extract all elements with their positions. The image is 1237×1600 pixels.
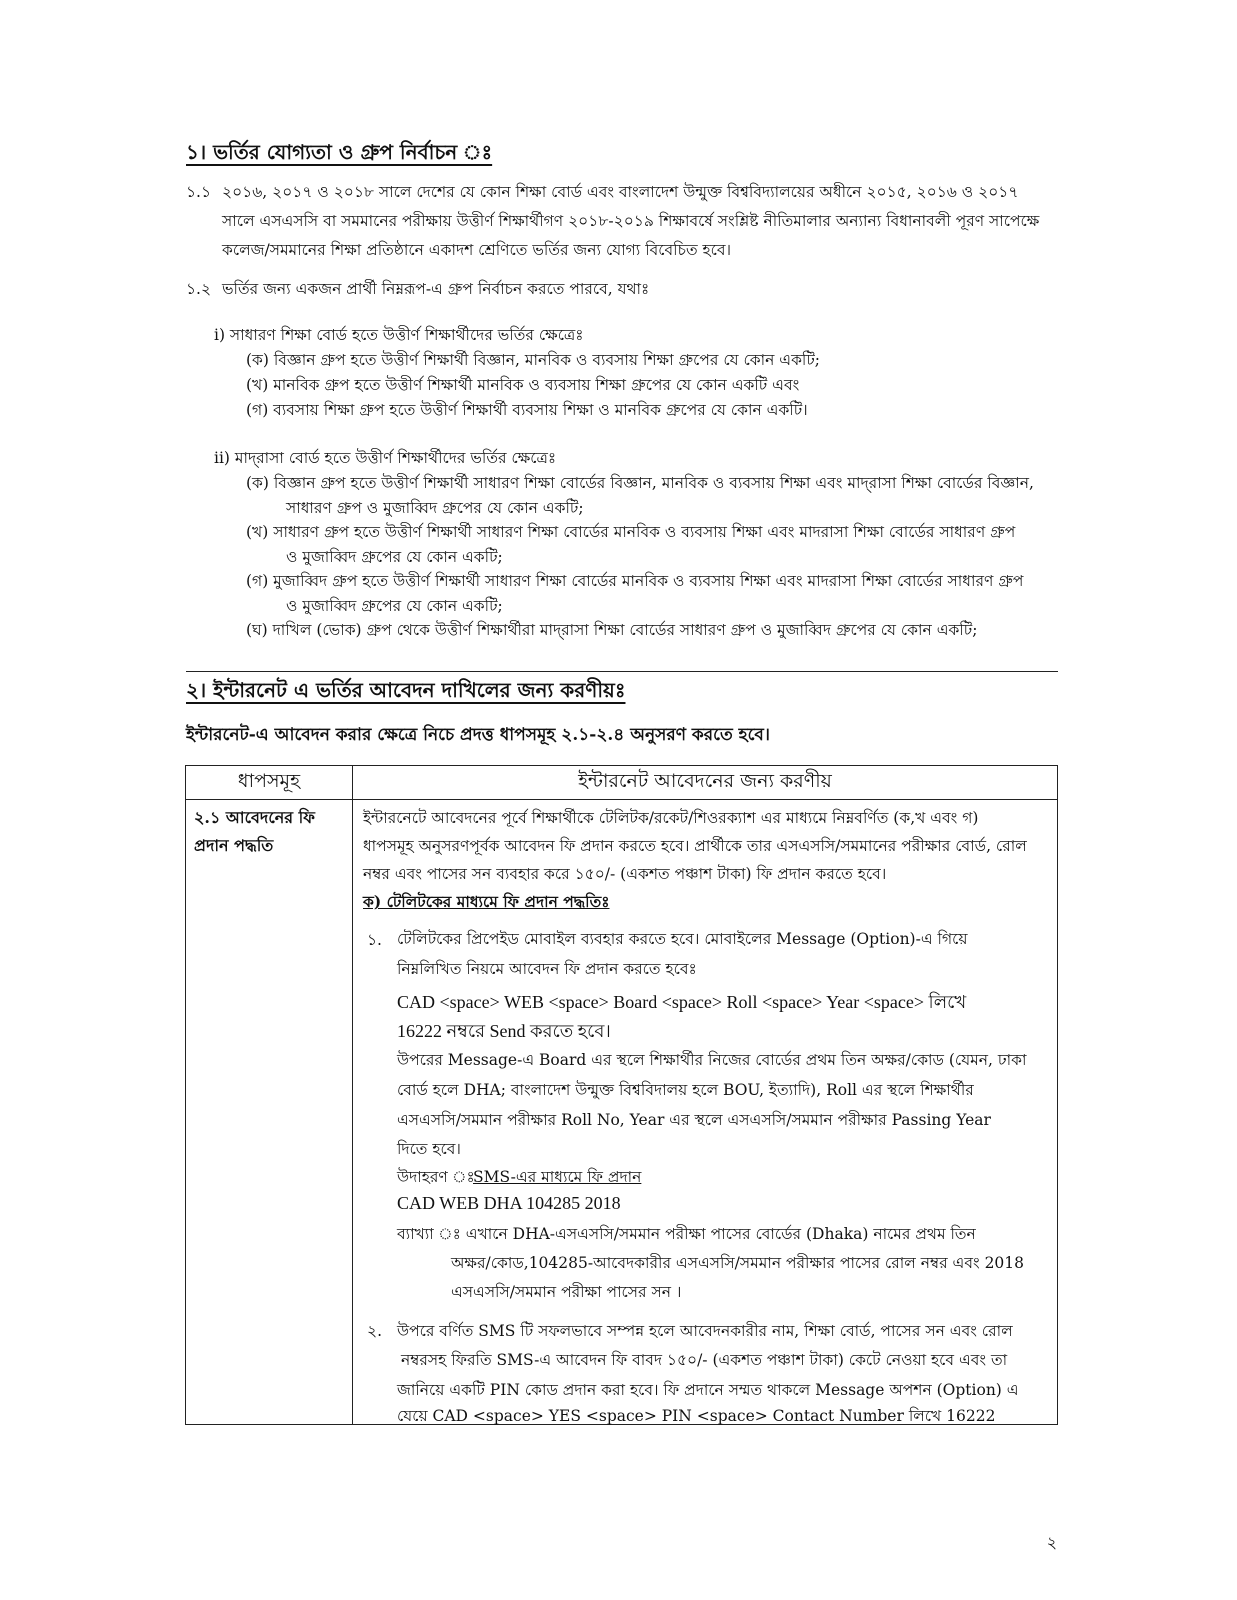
body-line: ধাপসমূহ অনুসরণপূর্বক আবেদন ফি প্রদান করতে হবে। প্রার্থীকে তার এসএসসি/সমমানের পরীক্ষার বোর্ড, রোল: [363, 837, 1027, 855]
table-header-row: [186, 766, 1058, 800]
teletalk-subheading: ক) টেলিটকের মাধ্যমে ফি প্রদান পদ্ধতিঃ: [363, 892, 610, 911]
step-label-cell: [186, 800, 353, 1425]
table-header-actions: ইন্টারনেট আবেদনের জন্য করণীয়: [353, 766, 1058, 800]
note-line: অক্ষর/কোড,104285-আবেদকারীর এসএসসি/সমমান পরীক্ষার পাসের রোল নম্বর এবং 2018: [451, 1254, 1025, 1272]
step-1-line: টেলিটকের প্রিপেইড মোবাইল ব্যবহার করতে হবে। মোবাইলের Message (Option)-এ গিয়ে: [397, 930, 968, 948]
madrasa-board-heading: ii) মাদ্‌রাসা বোর্ড হতে উত্তীর্ণ শিক্ষার্থীদের ভর্তির ক্ষেত্রেঃ: [214, 449, 557, 467]
general-board-heading: i) সাধারণ শিক্ষা বোর্ড হতে উত্তীর্ণ শিক্ষার্থীদের ভর্তির ক্ষেত্রেঃ: [214, 326, 584, 344]
steps-table: [185, 765, 1058, 1425]
madrasa-board-item-cont: ও মুজাব্বিদ গ্রুপের যে কোন একটি;: [286, 597, 503, 615]
section-divider: [186, 671, 1058, 672]
explain-line: উপরের Message-এ Board এর স্থলে শিক্ষার্থীর নিজের বোর্ডের প্রথম তিন অক্ষর/কোড (যেমন, ঢাকা: [397, 1051, 1027, 1069]
step-2-line: নম্বরসহ ফিরতি SMS-এ আবেদন ফি বাবদ ১৫০/- (একশত পঞ্চাশ টাকা) কেটে নেওয়া হবে এবং তা: [401, 1351, 1008, 1369]
example-sms: CAD WEB DHA 104285 2018: [397, 1193, 621, 1213]
madrasa-board-item: (খ) সাধারণ গ্রুপ হতে উত্তীর্ণ শিক্ষার্থী সাধারণ শিক্ষা বোর্ডের মানবিক ও ব্যবসায় শিক্ষা এবং মাদরাসা শিক্ষা বোর্ডের সাধারণ গ্রুপ: [246, 523, 1016, 541]
para-1-1-number: ১.১: [186, 183, 212, 201]
section-2-title: ২। ইন্টারনেট এ ভর্তির আবেদন দাখিলের জন্য করণীয়ঃ: [186, 678, 626, 702]
step-2-number: ২.: [367, 1322, 383, 1340]
note-line: এসএসসি/সমমান পরীক্ষা পাসের সন ।: [451, 1283, 682, 1301]
madrasa-board-item: (ঘ) দাখিল (ভোক) গ্রুপ থেকে উত্তীর্ণ শিক্ষার্থীরা মাদ্‌রাসা শিক্ষা বোর্ডের সাধারণ গ্রুপ ও মুজাব্বিদ গ্রুপের যে কোন একটি;: [246, 621, 978, 639]
step-content-cell: [353, 800, 1058, 1425]
para-1-1-line: সালে এসএসসি বা সমমানের পরীক্ষায় উত্তীর্ণ শিক্ষার্থীগণ ২০১৮-২০১৯ শিক্ষাবর্ষে সংশ্লিষ্ট নীতিমালার অন্যান্য বিধানাবলী পূরণ সাপেক্ষে: [222, 212, 1040, 230]
explain-line: এসএসসি/সমমান পরীক্ষার Roll No, Year এর স্থলে এসএসসি/সমমান পরীক্ষার Passing Year: [397, 1111, 991, 1129]
step-1-line: নিম্নলিখিত নিয়মে আবেদন ফি প্রদান করতে হবেঃ: [397, 960, 697, 978]
madrasa-board-item: (গ) মুজাব্বিদ গ্রুপ হতে উত্তীর্ণ শিক্ষার্থী সাধারণ শিক্ষা বোর্ডের মানবিক ও ব্যবসায় শিক্ষা এবং মাদরাসা শিক্ষা বোর্ডের সাধারণ গ্রুপ: [246, 572, 1024, 590]
madrasa-board-item-cont: সাধারণ গ্রুপ ও মুজাব্বিদ গ্রুপের যে কোন একটি;: [286, 499, 584, 517]
step-label-line: ২.১ আবেদনের ফি: [194, 808, 315, 827]
madrasa-board-item: (ক) বিজ্ঞান গ্রুপ হতে উত্তীর্ণ শিক্ষার্থী সাধারণ শিক্ষা বোর্ডের বিজ্ঞান, মানবিক ও ব্যবসায় শিক্ষা এবং মাদ্‌রাসা শিক্ষা বোর্ডের বিজ্ঞান,: [246, 474, 1034, 492]
step-2-line: জানিয়ে একটি PIN কোড প্রদান করা হবে। ফি প্রদানে সম্মত থাকলে Message অপশন (Option) এ: [397, 1381, 1019, 1399]
para-1-1-line: কলেজ/সমমানের শিক্ষা প্রতিষ্ঠানে একাদশ শ্রেণিতে ভর্তির জন্য যোগ্য বিবেচিত হবে।: [222, 241, 732, 259]
section-1-title: ১। ভর্তির যোগ্যতা ও গ্রুপ নির্বাচন ঃ: [186, 140, 493, 164]
body-line: নম্বর এবং পাসের সন ব্যবহার করে ১৫০/- (একশত পঞ্চাশ টাকা) ফি প্রদান করতে হবে।: [363, 865, 887, 883]
step-label-line: প্রদান পদ্ধতি: [194, 836, 274, 855]
explain-line: দিতে হবে।: [397, 1140, 461, 1158]
sms-format-line: CAD <space> WEB <space> Board <space> Roll <space> Year <space> লিখে: [397, 992, 967, 1012]
explain-line: বোর্ড হলে DHA; বাংলাদেশ উন্মুক্ত বিশ্ববিদালয় হলে BOU, ইত্যাদি), Roll এর স্থলে শিক্ষার্থীর: [397, 1081, 974, 1099]
body-line: ইন্টারনেটে আবেদনের পূর্বে শিক্ষার্থীকে টেলিটক/রকেট/শিওরক্যাশ এর মাধ্যমে নিম্নবর্ণিত (ক,খ এবং গ): [363, 809, 979, 827]
para-1-2-number: ১.২: [186, 280, 212, 298]
table-row: [186, 800, 1058, 1425]
note-line: ব্যাখ্যা ঃ এখানে DHA-এসএসসি/সমমান পরীক্ষা পাসের বোর্ডের (Dhaka) নামের প্রথম তিন: [397, 1225, 976, 1243]
general-board-item: (ক) বিজ্ঞান গ্রুপ হতে উত্তীর্ণ শিক্ষার্থী বিজ্ঞান, মানবিক ও ব্যবসায় শিক্ষা গ্রুপের যে কোন একটি;: [246, 351, 821, 369]
para-1-1-line: ২০১৬, ২০১৭ ও ২০১৮ সালে দেশের যে কোন শিক্ষা বোর্ড এবং বাংলাদেশ উন্মুক্ত বিশ্ববিদ্যালয়ের অধীনে ২০১৫, ২০১৬ ও ২০১৭: [222, 183, 1019, 201]
sms-format-line: 16222 নম্বরে Send করতে হবে।: [397, 1021, 611, 1041]
para-1-2-text: ভর্তির জন্য একজন প্রার্থী নিম্নরূপ-এ গ্রুপ নির্বাচন করতে পারবে, যথাঃ: [222, 280, 650, 298]
step-2-line: যেয়ে CAD <space> YES <space> PIN <space> Contact Number লিখে 16222: [397, 1407, 996, 1425]
example-label: উদাহরণ ঃ: [397, 1168, 475, 1186]
general-board-item: (গ) ব্যবসায় শিক্ষা গ্রুপ হতে উত্তীর্ণ শিক্ষার্থী ব্যবসায় শিক্ষা ও মানবিক গ্রুপের যে কোন একটি।: [246, 401, 808, 419]
step-2-line: উপরে বর্ণিত SMS টি সফলভাবে সম্পন্ন হলে আবেদনকারীর নাম, শিক্ষা বোর্ড, পাসের সন এবং রোল: [397, 1322, 1013, 1340]
step-1-number: ১.: [367, 931, 382, 949]
table-header-steps: ধাপসমূহ: [186, 766, 353, 800]
example-title: SMS-এর মাধ্যমে ফি প্রদান: [473, 1168, 642, 1186]
general-board-item: (খ) মানবিক গ্রুপ হতে উত্তীর্ণ শিক্ষার্থী মানবিক ও ব্যবসায় শিক্ষা গ্রুপের যে কোন একটি এবং: [246, 376, 800, 394]
page-number: ২: [1046, 1533, 1057, 1552]
madrasa-board-item-cont: ও মুজাব্বিদ গ্রুপের যে কোন একটি;: [286, 548, 503, 566]
section-2-intro: ইন্টারনেট-এ আবেদন করার ক্ষেত্রে নিচে প্রদত্ত ধাপসমূহ ২.১-২.৪ অনুসরণ করতে হবে।: [186, 725, 770, 745]
